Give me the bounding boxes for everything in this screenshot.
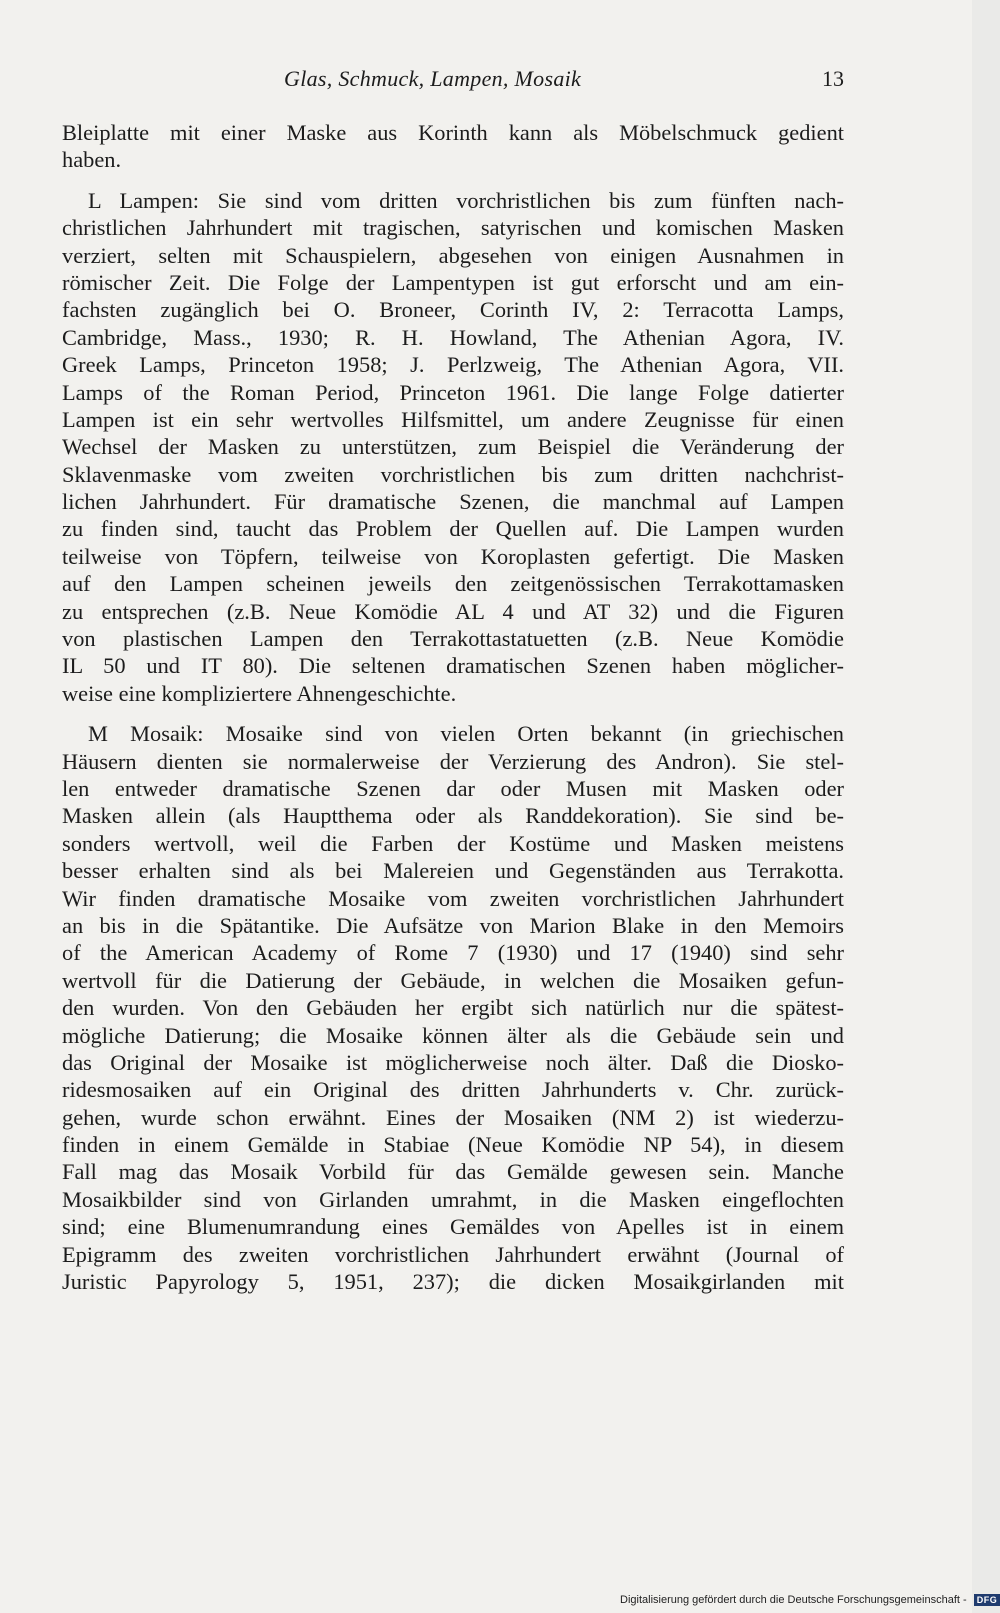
running-title: Glas, Schmuck, Lampen, Mosaik — [284, 66, 582, 91]
text-line: christlichen Jahrhundert mit tragischen, satyrischen und komischen Masken — [62, 215, 844, 241]
text-line: auf den Lampen scheinen jeweils den zeitgenössischen Terrakottamasken — [62, 571, 844, 597]
text-line: haben. — [62, 147, 122, 173]
text-line: den wurden. Von den Gebäuden her ergibt sich natürlich nur die spätest- — [62, 995, 844, 1021]
text-line: M Mosaik: Mosaike sind von vielen Orten bekannt (in griechischen — [88, 721, 844, 747]
text-line: mögliche Datierung; die Mosaike können älter als die Gebäude sein und — [62, 1022, 844, 1048]
text-line: von plastischen Lampen den Terrakottastatuetten (z.B. Neue Komödie — [62, 626, 844, 652]
text-line: gehen, wurde schon erwähnt. Eines der Mosaiken (NM 2) ist wiederzu- — [62, 1104, 844, 1130]
text-line: Häusern dienten sie normalerweise der Verzierung des Andron). Sie stel- — [62, 748, 844, 774]
text-line: Epigramm des zweiten vorchristlichen Jahrhundert erwähnt (Journal of — [62, 1241, 844, 1267]
paragraph-continuation — [62, 119, 844, 174]
text-line: Lamps of the Roman Period, Princeton 1961. Die lange Folge datierter — [62, 379, 844, 405]
text-line: weise eine kompliziertere Ahnengeschichte. — [62, 680, 457, 706]
text-line: fachsten zugänglich bei O. Broneer, Corinth IV, 2: Terracotta Lamps, — [62, 297, 844, 323]
running-head — [62, 66, 844, 94]
text-line: Greek Lamps, Princeton 1958; J. Perlzweig, The Athenian Agora, VII. — [62, 352, 844, 378]
text-line: sind; eine Blumenumrandung eines Gemäldes von Apelles ist in einem — [62, 1214, 844, 1240]
dfg-logo-icon: DFG — [974, 1594, 1000, 1606]
text-line: L Lampen: Sie sind vom dritten vorchristlichen bis zum fünften nach- — [88, 187, 844, 213]
footer-text: Digitalisierung gefördert durch die Deutsche Forschungsgemeinschaft - — [620, 1594, 967, 1606]
text-line: sonders wertvoll, weil die Farben der Kostüme und Masken meistens — [62, 830, 844, 856]
body-text — [62, 119, 844, 1295]
text-line: Wechsel der Masken zu unterstützen, zum Beispiel die Veränderung der — [62, 434, 844, 460]
text-line: teilweise von Töpfern, teilweise von Koroplasten gefertigt. Die Masken — [62, 543, 844, 569]
text-line: römischer Zeit. Die Folge der Lampentypen ist gut erforscht und am ein- — [62, 269, 844, 295]
text-line: len entweder dramatische Szenen dar oder Musen mit Masken oder — [62, 775, 844, 801]
text-line: zu finden sind, taucht das Problem der Quellen auf. Die Lampen wurden — [62, 516, 844, 542]
text-line: of the American Academy of Rome 7 (1930) und 17 (1940) sind sehr — [62, 940, 844, 966]
text-line: verziert, selten mit Schauspielern, abgesehen von einigen Ausnahmen in — [62, 242, 844, 268]
text-line: Masken allein (als Hauptthema oder als Randdekoration). Sie sind be- — [62, 803, 844, 829]
text-line: IL 50 und IT 80). Die seltenen dramatischen Szenen haben möglicher- — [62, 653, 844, 679]
text-line: Mosaikbilder sind von Girlanden umrahmt, in die Masken eingeflochten — [62, 1186, 844, 1212]
text-line: Cambridge, Mass., 1930; R. H. Howland, The Athenian Agora, IV. — [62, 324, 844, 350]
text-line: finden in einem Gemälde in Stabiae (Neue Komödie NP 54), in diesem — [62, 1132, 844, 1158]
scan-margin — [972, 0, 1000, 1613]
paragraph-mosaik — [62, 720, 844, 1295]
text-line: ridesmosaiken auf ein Original des dritten Jahrhunderts v. Chr. zurück- — [62, 1077, 844, 1103]
text-line: Fall mag das Mosaik Vorbild für das Gemälde gewesen sein. Manche — [62, 1159, 844, 1185]
text-line: lichen Jahrhundert. Für dramatische Szenen, die manchmal auf Lampen — [62, 489, 844, 515]
text-line: Wir finden dramatische Mosaike vom zweiten vorchristlichen Jahrhundert — [62, 885, 844, 911]
page-number: 13 — [822, 66, 844, 91]
text-line: das Original der Mosaike ist möglicherweise noch älter. Daß die Diosko- — [62, 1049, 844, 1075]
text-line: zu entsprechen (z.B. Neue Komödie AL 4 und AT 32) und die Figuren — [62, 598, 844, 624]
text-line: besser erhalten sind als bei Malereien und Gegenständen aus Terrakotta. — [62, 858, 844, 884]
text-line: Lampen ist ein sehr wertvolles Hilfsmittel, um andere Zeugnisse für einen — [62, 406, 844, 432]
digitization-footer — [620, 1594, 996, 1610]
text-line: an bis in die Spätantike. Die Aufsätze von Marion Blake in den Memoirs — [62, 912, 844, 938]
text-line: wertvoll für die Datierung der Gebäude, in welchen die Mosaiken gefun- — [62, 967, 844, 993]
paragraph-lampen — [62, 187, 844, 707]
text-line: Bleiplatte mit einer Maske aus Korinth kann als Möbelschmuck gedient — [62, 120, 844, 145]
text-line: Juristic Papyrology 5, 1951, 237); die dicken Mosaikgirlanden mit — [62, 1269, 844, 1295]
text-line: Sklavenmaske vom zweiten vorchristlichen bis zum dritten nachchrist- — [62, 461, 844, 487]
